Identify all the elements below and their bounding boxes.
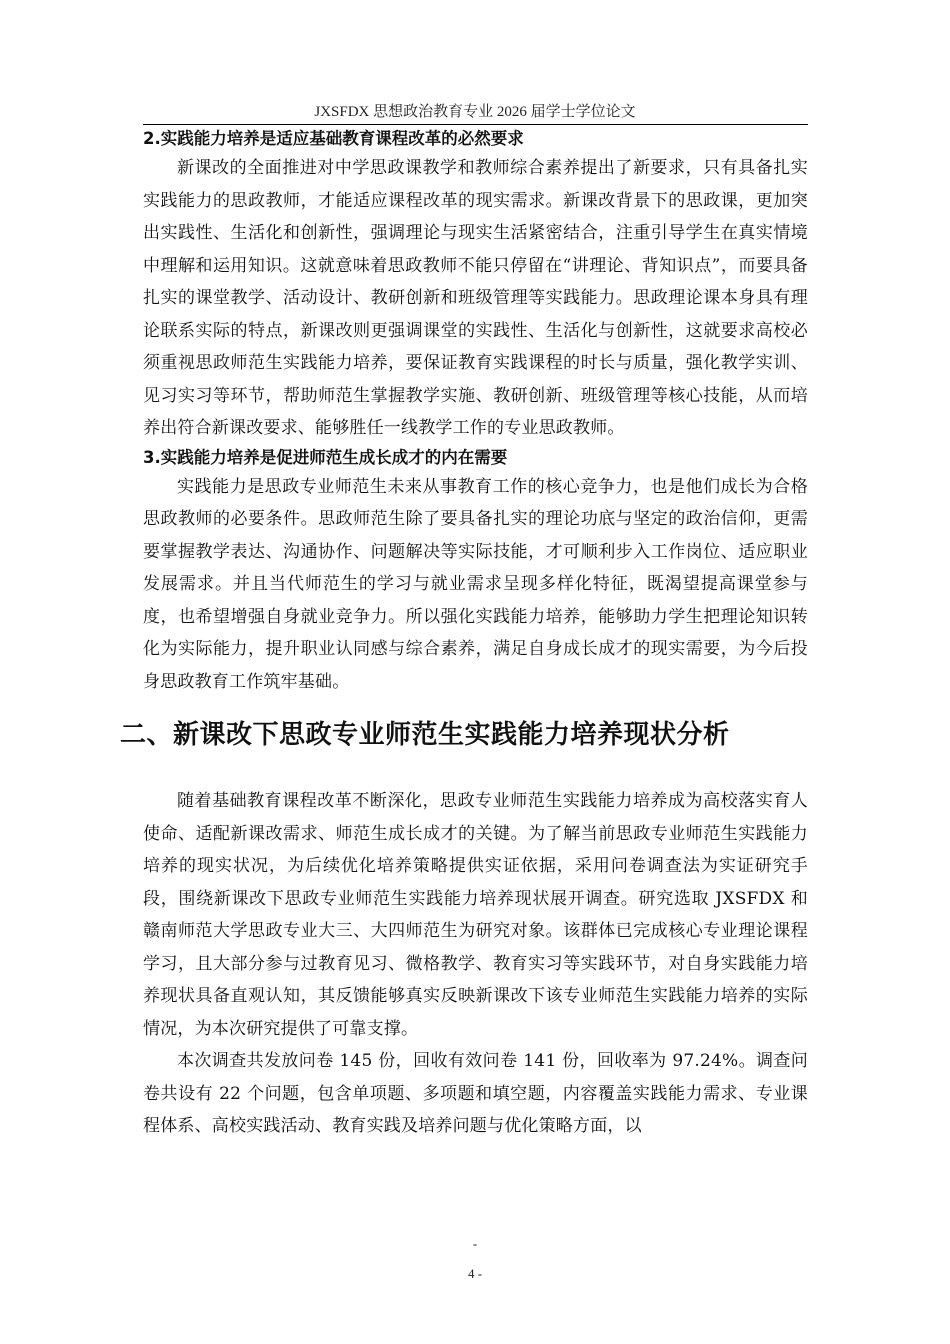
page-number: 4 - [467,1266,483,1281]
paragraph-2: 新课改的全面推进对中学思政课教学和教师综合素养提出了新要求，只有具备扎实实践能力的思政教师，才能适应课程改革的现实需求。新课改背景下的思政课，更加突出实践性、生活化和创新性，强调理论与现实生活紧密结合，注重引导学生在真实情境中理解和运用知识。这就意味着思政教师不能只停留在“讲理论、背知识点”，而要具备扎实的课堂教学、活动设计、教研创新和班级管理等实践能力。思政理论课本身具有理论联系实际的特点，新课改则更强调课堂的实践性、生活化与创新性，这就要求高校必须重视思政师范生实践能力培养，要保证教育实践课程的时长与质量，强化教学实训、见习实习等环节，帮助师范生掌握教学实施、教研创新、班级管理等核心技能，从而培养出符合新课改要求、能够胜任一线教学工作的专业思政教师。 [143,158,808,438]
subheading-3: 3.实践能力培养是促进师范生成长成才的内在需要 [143,447,508,467]
subheading-2: 2.实践能力培养是适应基础教育课程改革的必然要求 [143,129,524,148]
body-content [120,126,808,1143]
section-title: 二、新课改下思政专业师范生实践能力培养现状分析 [120,720,730,750]
paragraph-3: 实践能力是思政专业师范生未来从事教育工作的核心竞争力，也是他们成长为合格思政教师的必要条件。思政师范生除了要具备扎实的理论功底与坚定的政治信仰，更需要掌握教学表达、沟通协作、问题解决等实际技能，才可顺利步入工作岗位、适应职业发展需求。并且当代师范生的学习与就业需求呈现多样化特征，既渴望提高课堂参与度，也希望增强自身就业竞争力。所以强化实践能力培养，能够助力学生把理论知识转化为实际能力，提升职业认同感与综合素养，满足自身成长成才的现实需要，为今后投身思政教育工作筑牢基础。 [143,476,808,692]
footer-dash: - [472,1236,478,1251]
paragraph-5: 本次调查共发放问卷 145 份，回收有效问卷 141 份，回收率为 97.24%。调查问卷共设有 22 个问题，包含单项题、多项题和填空题，内容覆盖实践能力需求、专业课程体系、高校实践活动、教育实践及培养问题与优化策略方面，以 [143,1051,808,1136]
paragraph-4: 随着基础教育课程改革不断深化，思政专业师范生实践能力培养成为高校落实育人使命、适配新课改需求、师范生成长成才的关键。为了解当前思政专业师范生实践能力培养的现实状况，为后续优化培养策略提供实证依据，采用问卷调查法为实证研究手段，围绕新课改下思政专业师范生实践能力培养现状展开调查。研究选取 JXSFDX 和赣南师范大学思政专业大三、大四师范生为研究对象。该群体已完成核心专业理论课程学习，且大部分参与过教育见习、微格教学、教育实习等实践环节，对自身实践能力培养现状具备直观认知，其反馈能够真实反映新课改下该专业师范生实践能力培养的实际情况，为本次研究提供了可靠支撑。 [143,791,808,1039]
running-header: JXSFDX 思想政治教育专业 2026 届学士学位论文 [314,104,636,120]
header-rule [143,124,808,125]
